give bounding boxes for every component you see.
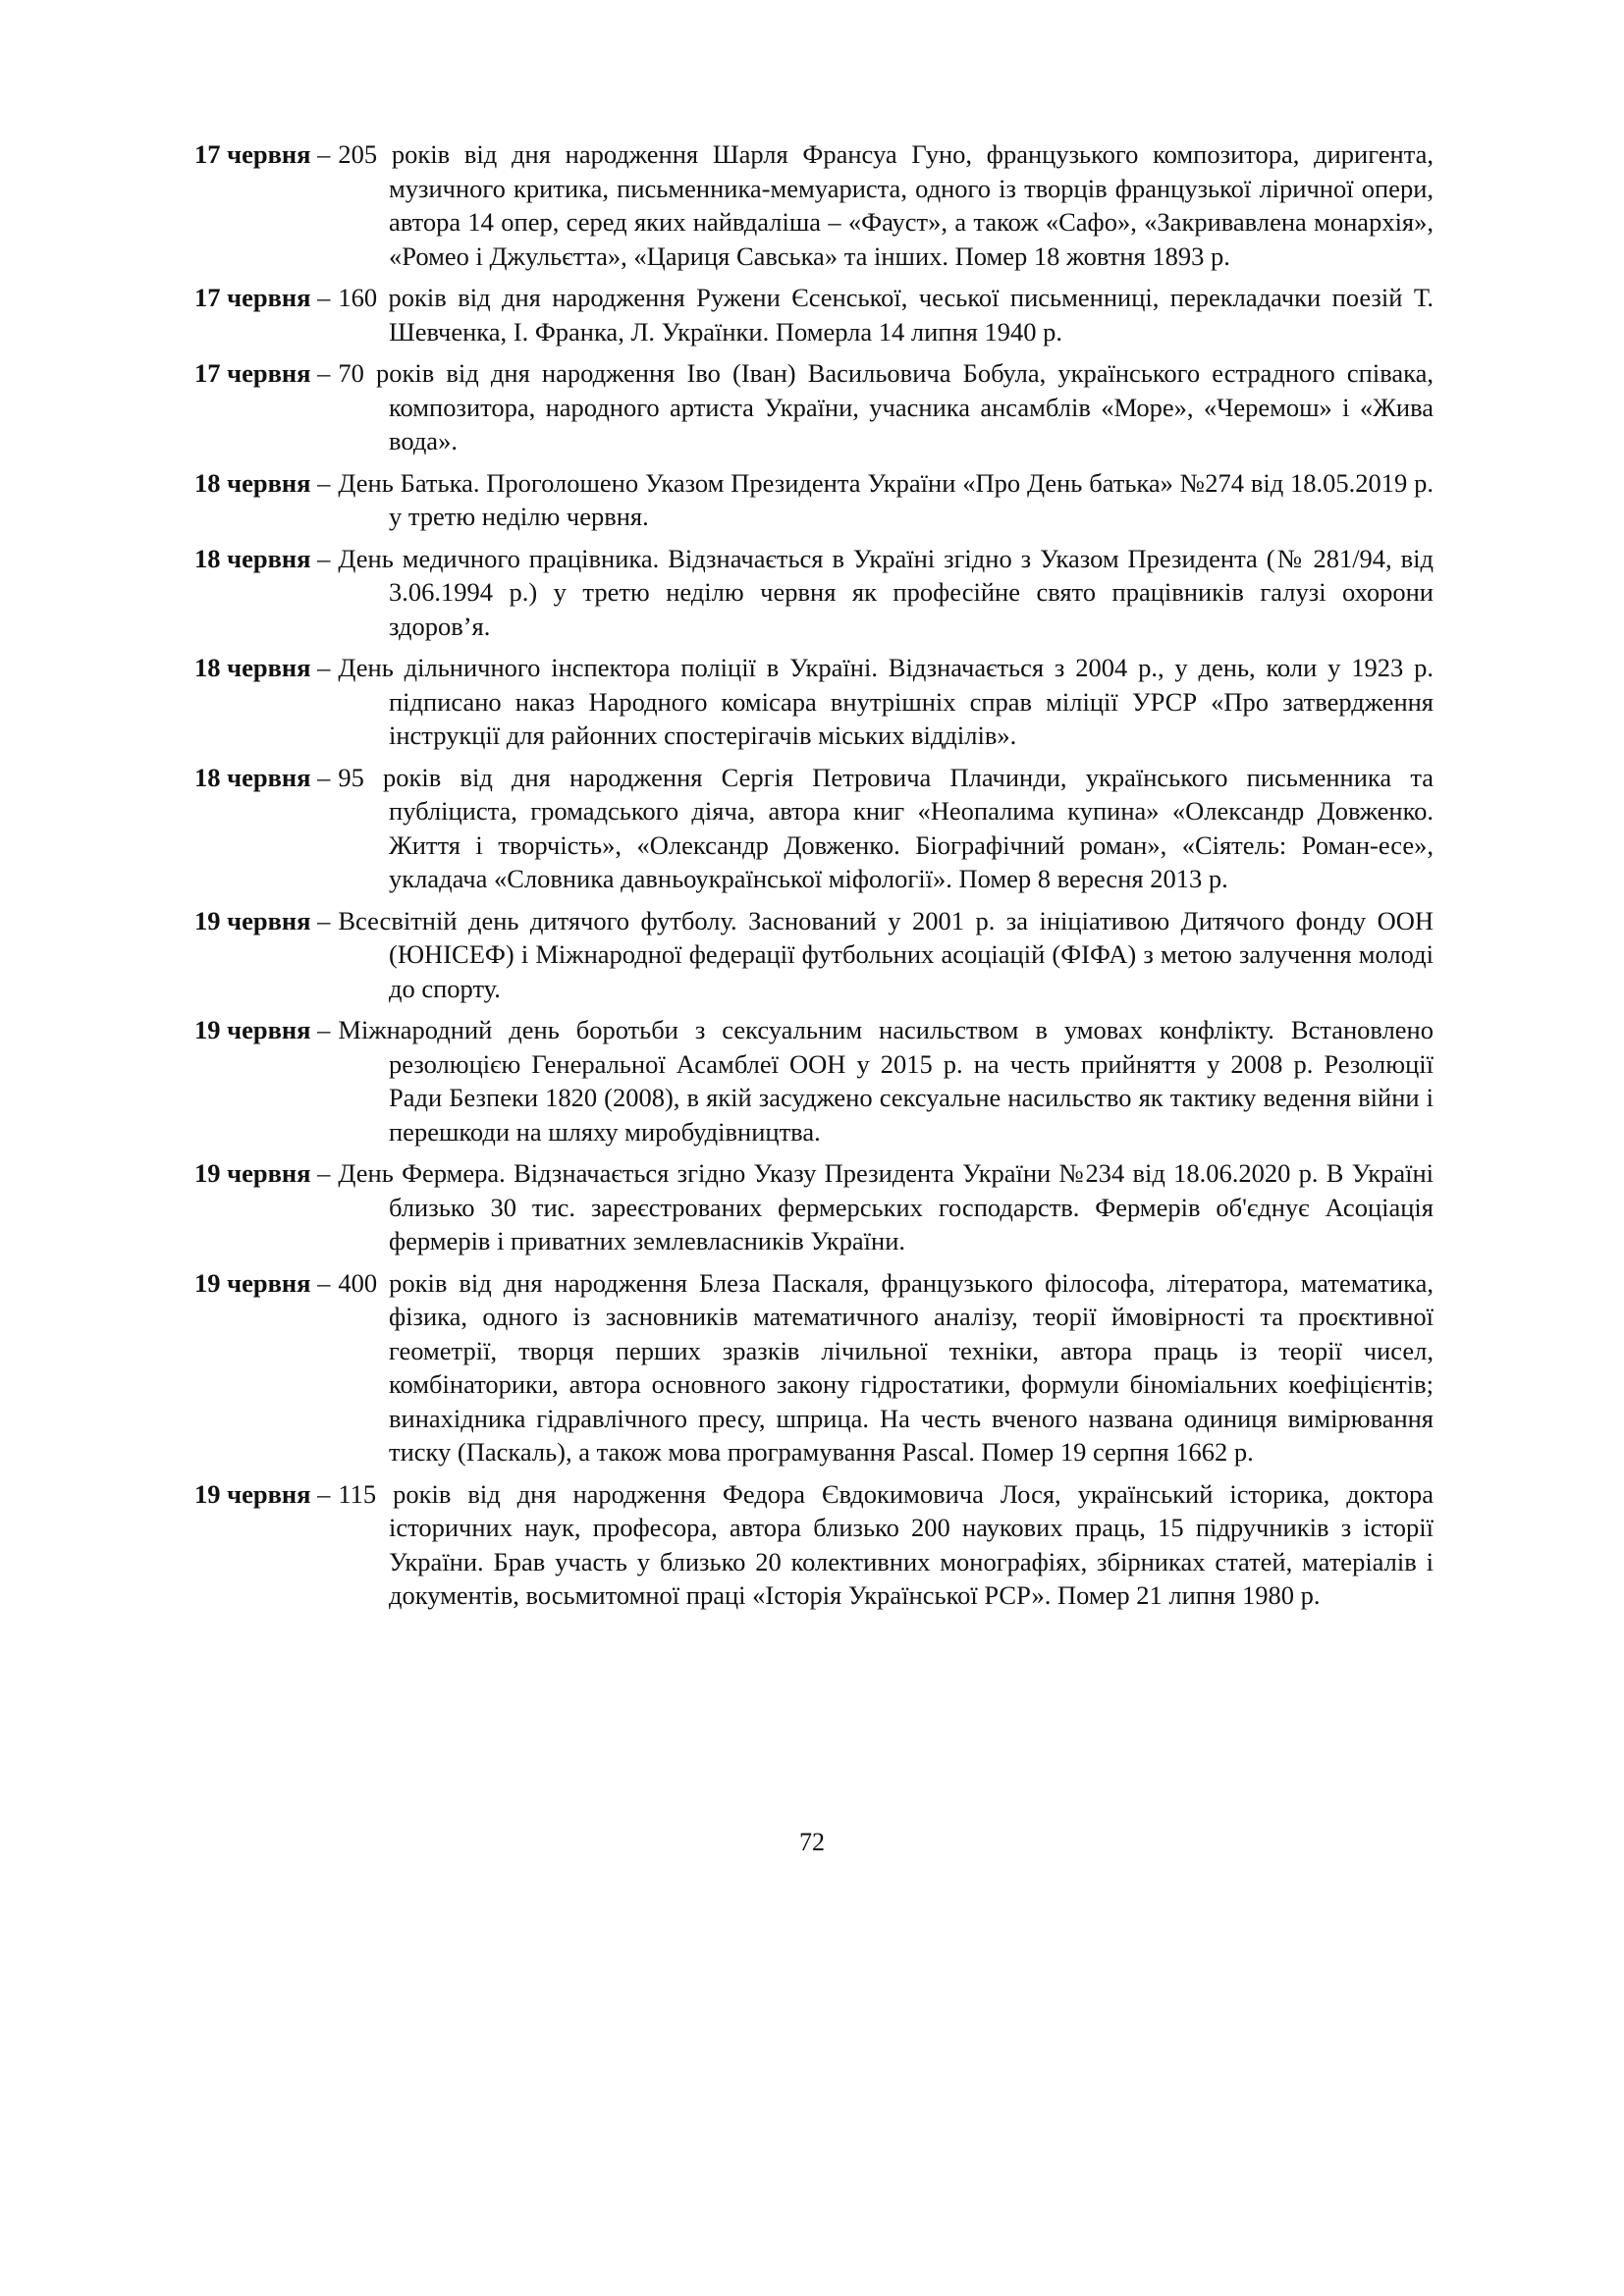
entry-dash: –: [317, 1267, 331, 1298]
entry-lead: [194, 466, 338, 501]
calendar-entry: [194, 904, 1434, 1006]
calendar-entry: [194, 651, 1434, 753]
entry-date: 18 червня: [194, 543, 311, 573]
entry-lead: [194, 137, 338, 172]
entry-dash: –: [317, 283, 331, 312]
entry-lead: [194, 356, 338, 391]
page-number: 72: [799, 1828, 825, 1856]
entry-text: 160 років від дня народження Ружени Єсенської, чеської письменниці, перекладачки поезій Т. Шевченка, І. Франка, Л. Українки. Померла 14 липня 1940 р.: [338, 283, 1434, 347]
entry-lead: [194, 281, 338, 315]
calendar-entry: [194, 356, 1434, 458]
calendar-entry: [194, 1013, 1434, 1148]
calendar-page: [194, 137, 1434, 1621]
entry-lead: [194, 542, 338, 576]
entry-dash: –: [317, 1015, 331, 1044]
entry-lead: [194, 1156, 338, 1191]
calendar-entry: [194, 1156, 1434, 1258]
entry-dash: –: [317, 905, 331, 935]
calendar-entry: [194, 137, 1434, 273]
entry-dash: –: [317, 1158, 331, 1188]
entry-date: 19 червня: [194, 1158, 311, 1188]
entry-dash: –: [317, 762, 331, 792]
entry-text: День Фермера. Відзначається згідно Указу Президента України №234 від 18.06.2020 р. В Україні близько 30 тис. зареєстрованих фермерських господарств. Фермерів об'єднує Асоціація фермерів і приватних землевласників України.: [338, 1158, 1434, 1255]
entry-text: 400 років від дня народження Блеза Паскаля, французького філософа, літератора, математика, фізика, одного із засновників математичного аналізу, теорії ймовірності та проєктивної геометрії, творця перших зразків лічильної техніки, автора праць із теорії чисел, комбінаторики, автора основного закону гідростатики, формули біноміальних коефіцієнтів; винахідника гідравлічного пресу, шприца. На честь вченого названа одиниця вимірювання тиску (Паскаль), а також мова програмування Pascal. Помер 19 серпня 1662 р.: [338, 1267, 1434, 1467]
entry-dash: –: [317, 358, 331, 388]
entry-date: 17 червня: [194, 139, 311, 169]
entry-text: 205 років від дня народження Шарля Франсуа Гуно, французького композитора, диригента, музичного критика, письменника-мемуариста, одного із творців французької ліричної опери, автора 14 опер, серед яких найвдаліша – «Фауст», а також «Сафо», «Закривавлена монархія», «Ромео і Джульєтта», «Цариця Савська» та інших. Помер 18 жовтня 1893 р.: [338, 139, 1434, 271]
entry-date: 19 червня: [194, 905, 311, 935]
entry-lead: [194, 1477, 338, 1512]
entry-text: Всесвітній день дитячого футболу. Заснований у 2001 р. за ініціативою Дитячого фонду ООН (ЮНІСЕФ) і Міжнародної федерації футбольних асоціацій (ФІФА) з метою залучення молоді до спорту.: [338, 905, 1434, 1003]
entry-date: 17 червня: [194, 358, 311, 388]
entry-lead: [194, 1266, 338, 1301]
calendar-entry: [194, 1266, 1434, 1469]
calendar-entry: [194, 466, 1434, 534]
calendar-entry: [194, 281, 1434, 348]
calendar-entry: [194, 1477, 1434, 1613]
entry-dash: –: [317, 139, 331, 169]
entry-text: Міжнародний день боротьби з сексуальним насильством в умовах конфлікту. Встановлено резолюцією Генеральної Асамблеї ООН у 2015 р. на честь прийняття у 2008 р. Резолюції Ради Безпеки 1820 (2008), в якій засуджено сексуальне насильство як тактику ведення війни і перешкоди на шляху миробудівництва.: [338, 1015, 1434, 1147]
entry-date: 18 червня: [194, 653, 311, 682]
entry-date: 18 червня: [194, 467, 311, 498]
entry-text: 95 років від дня народження Сергія Петровича Плачинди, українського письменника та публіциста, громадського діяча, автора книг «Неопалима купина» «Олександр Довженко. Життя і творчість», «Олександр Довженко. Біографічний роман», «Сіятель: Роман-есе», укладача «Словника давньоукраїнської міфології». Помер 8 вересня 2013 р.: [338, 762, 1434, 893]
entry-date: 17 червня: [194, 283, 311, 312]
entry-text: День медичного працівника. Відзначається в Україні згідно з Указом Президента (№ 281/94, від 3.06.1994 р.) у третю неділю червня як професійне свято працівників галузі охорони здоров’я.: [338, 543, 1434, 641]
entry-dash: –: [317, 653, 331, 682]
entry-date: 18 червня: [194, 762, 311, 792]
calendar-entry: [194, 761, 1434, 896]
entry-lead: [194, 1013, 338, 1047]
entry-dash: –: [317, 543, 331, 573]
calendar-entry: [194, 542, 1434, 644]
entry-date: 19 червня: [194, 1478, 311, 1509]
entry-dash: –: [317, 1478, 331, 1509]
entry-lead: [194, 904, 338, 938]
entry-date: 19 червня: [194, 1267, 311, 1298]
entry-date: 19 червня: [194, 1015, 311, 1044]
entry-dash: –: [317, 467, 331, 498]
entry-text: 70 років від дня народження Іво (Іван) Васильовича Бобула, українського естрадного співака, композитора, народного артиста України, учасника ансамблів «Море», «Черемош» і «Жива вода».: [338, 358, 1434, 455]
entry-lead: [194, 761, 338, 795]
entry-text: День дільничного інспектора поліції в Україні. Відзначається з 2004 р., у день, коли у 1923 р. підписано наказ Народного комісара внутрішніх справ міліції УРСР «Про затвердження інструкції для районних спостерігачів міських відділів».: [338, 653, 1434, 750]
entry-lead: [194, 651, 338, 685]
entry-text: День Батька. Проголошено Указом Президента України «Про День батька» №274 від 18.05.2019 р. у третю неділю червня.: [338, 467, 1434, 531]
entry-text: 115 років від дня народження Федора Євдокимовича Лося, український історика, доктора історичних наук, професора, автора близько 200 наукових праць, 15 підручників з історії України. Брав участь у близько 20 колективних монографіях, збірниках статей, матеріалів і документів, восьмитомної праці «Історія Української РСР». Помер 21 липня 1980 р.: [338, 1478, 1434, 1610]
